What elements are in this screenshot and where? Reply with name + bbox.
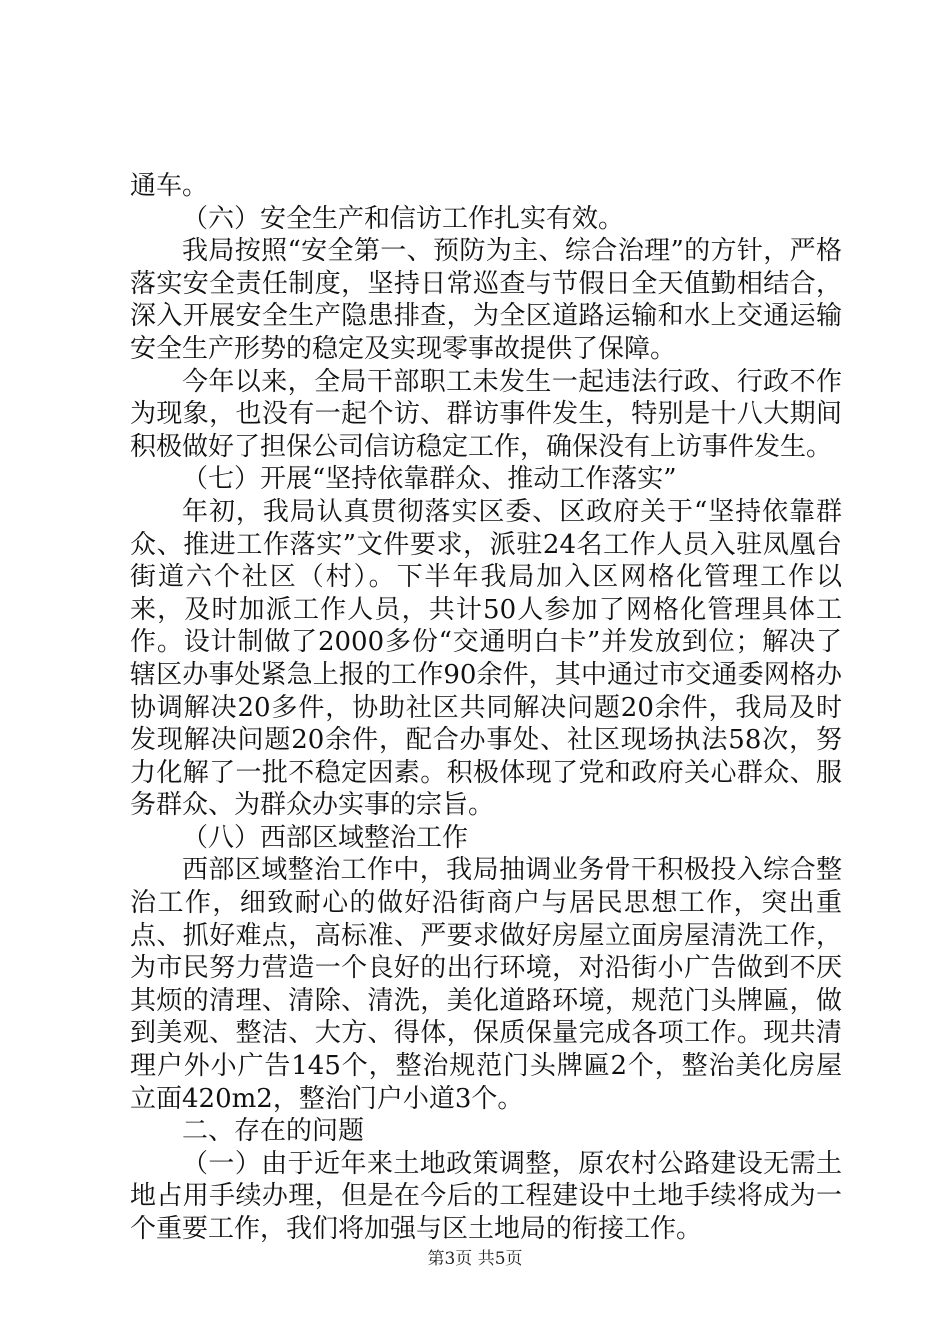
page-number-footer: 第3页 共5页 (427, 1249, 523, 1269)
section-heading: （八）西部区域整治工作 (182, 822, 469, 853)
section-heading: （七）开展“坚持依靠群众、推动工作落实” (182, 464, 677, 495)
paragraph: （一）由于近年来土地政策调整，原农村公路建设无需土地占用手续办理，但是在今后的工程建设中土地手续将成为一个重要工作，我们将加强与区土地局的衔接工作。 (130, 1148, 842, 1244)
paragraph: 通车。 (130, 171, 209, 201)
document-body (130, 170, 842, 1246)
section-heading: 二、存在的问题 (182, 1116, 365, 1147)
paragraph: 今年以来，全局干部职工未发生一起违法行政、行政不作为现象，也没有一起个访、群访事件发生，特别是十八大期间积极做好了担保公司信访稳定工作，确保没有上访事件发生。 (130, 366, 842, 462)
section-heading: （六）安全生产和信访工作扎实有效。 (182, 203, 625, 234)
paragraph: 我局按照“安全第一、预防为主、综合治理”的方针，严格落实安全责任制度，坚持日常巡查与节假日全天值勤相结合，深入开展安全生产隐患排查，为全区道路运输和水上交通运输安全生产形势的稳定及实现零事故提供了保障。 (130, 236, 842, 364)
paragraph: 年初，我局认真贯彻落实区委、区政府关于“坚持依靠群众、推进工作落实”文件要求，派驻24名工作人员入驻凤凰台街道六个社区（村）。下半年我局加入区网格化管理工作以来，及时加派工作人员，共计50人参加了网格化管理具体工作。设计制做了2000多份“交通明白卡”并发放到位；解决了辖区办事处紧急上报的工作90余件，其中通过市交通委网格办协调解决20多件，协助社区共同解决问题20余件，我局及时发现解决问题20余件，配合办事处、社区现场执法58次，努力化解了一批不稳定因素。积极体现了党和政府关心群众、服务群众、为群众办实事的宗旨。 (130, 496, 842, 821)
paragraph: 西部区域整治工作中，我局抽调业务骨干积极投入综合整治工作，细致耐心的做好沿街商户与居民思想工作，突出重点、抓好难点，高标准、严要求做好房屋立面房屋清洗工作，为市民努力营造一个良好的出行环境，对沿街小广告做到不厌其烦的清理、清除、清洗，美化道路环境，规范门头牌匾，做到美观、整洁、大方、得体，保质保量完成各项工作。现共清理户外小广告145个，整治规范门头牌匾2个，整治美化房屋立面420m2，整治门户小道3个。 (130, 855, 842, 1114)
